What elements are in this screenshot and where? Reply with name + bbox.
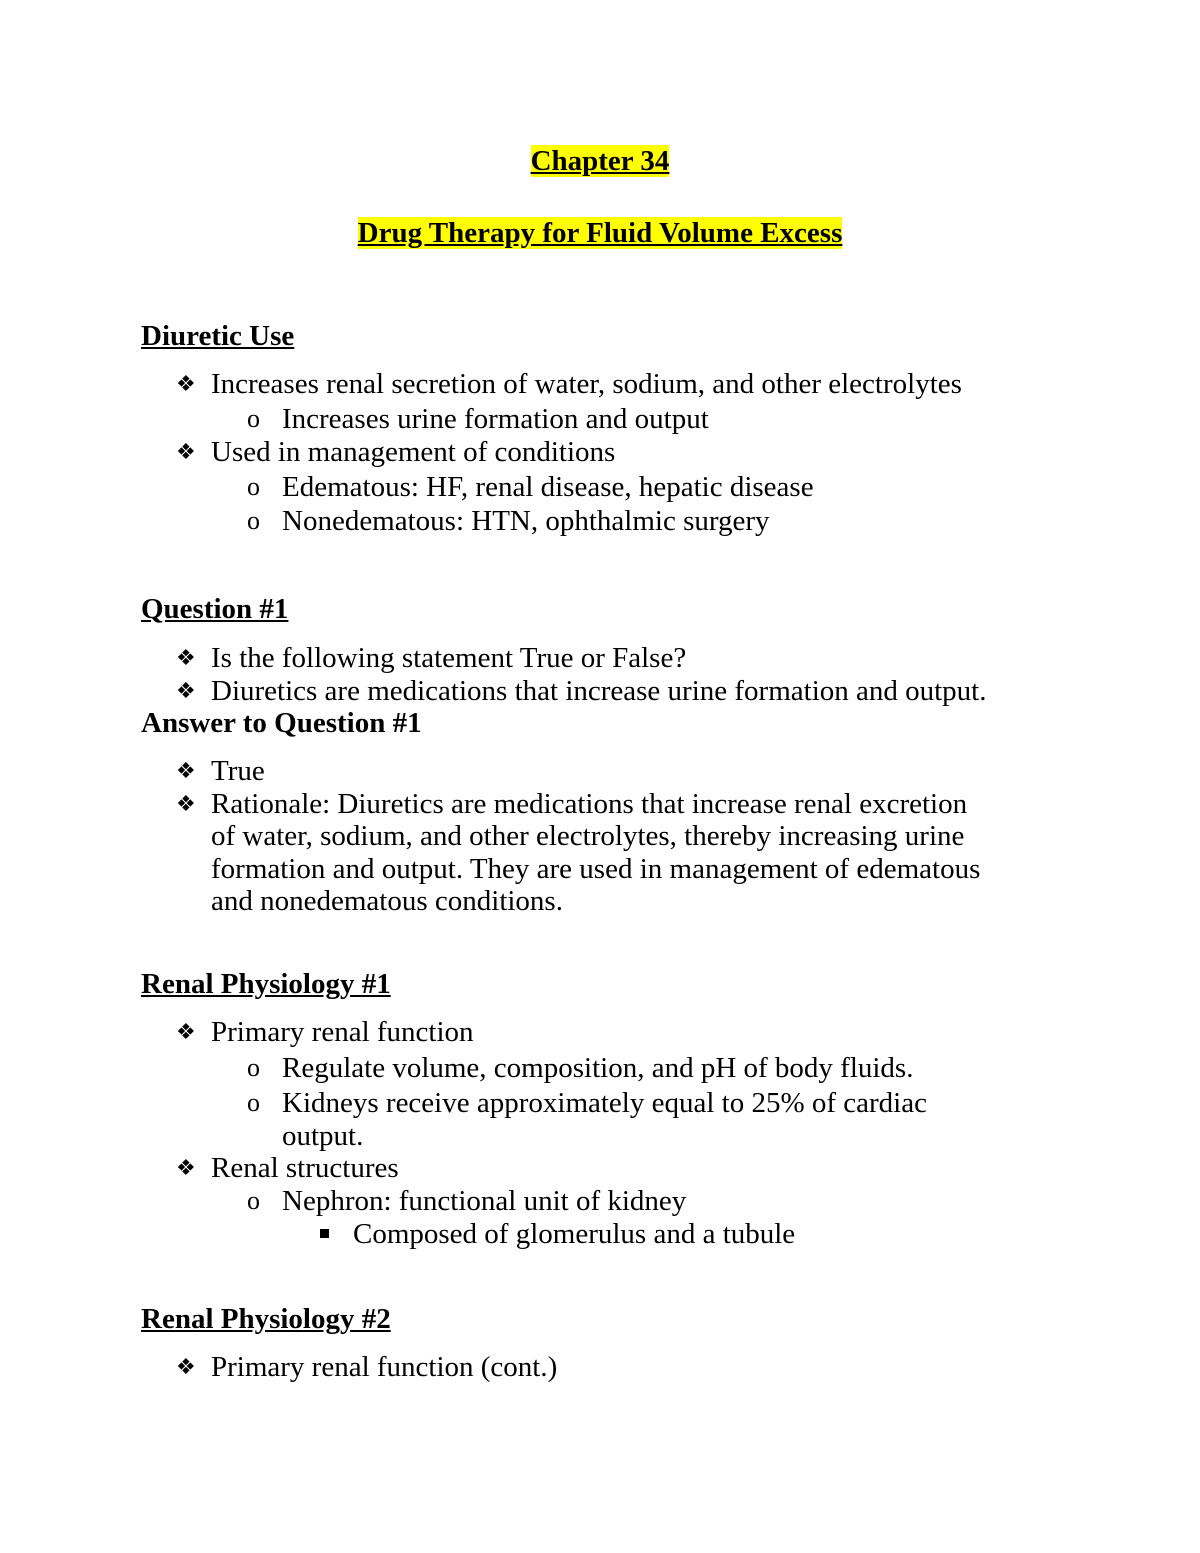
circle-bullet-icon: o (247, 472, 260, 501)
list-item: Nonedematous: HTN, ophthalmic surgery (282, 505, 770, 537)
list-item-continuation: formation and output. They are used in management of edematous (211, 853, 981, 885)
diamond-bullet-icon: ❖ (176, 1155, 196, 1180)
list-item: Increases renal secretion of water, sodium, and other electrolytes (211, 368, 962, 400)
list-item: Rationale: Diuretics are medications that increase renal excretion (211, 788, 968, 820)
list-item: Regulate volume, composition, and pH of body fluids. (282, 1052, 914, 1084)
circle-bullet-icon: o (247, 506, 260, 535)
list-item: Edematous: HF, renal disease, hepatic disease (282, 471, 814, 503)
diamond-bullet-icon: ❖ (176, 439, 196, 464)
list-item: Nephron: functional unit of kidney (282, 1185, 687, 1217)
document-title-text: Drug Therapy for Fluid Volume Excess (357, 217, 843, 249)
list-item-continuation: output. (282, 1120, 364, 1152)
diamond-bullet-icon: ❖ (176, 678, 196, 703)
section-heading-question-1: Question #1 (141, 593, 289, 625)
list-item-continuation: and nonedematous conditions. (211, 885, 563, 917)
chapter-title-text: Chapter 34 (530, 145, 670, 177)
list-item-continuation: of water, sodium, and other electrolytes, thereby increasing urine (211, 820, 965, 852)
circle-bullet-icon: o (247, 1053, 260, 1082)
section-heading-answer-1: Answer to Question #1 (141, 707, 422, 739)
list-item: True (211, 755, 265, 787)
document-title (0, 216, 1200, 250)
diamond-bullet-icon: ❖ (176, 1019, 196, 1044)
circle-bullet-icon: o (247, 1088, 260, 1117)
section-heading-diuretic-use: Diuretic Use (141, 320, 295, 352)
list-item: Composed of glomerulus and a tubule (353, 1218, 796, 1250)
list-item: Kidneys receive approximately equal to 25% of cardiac (282, 1087, 927, 1119)
list-item: Primary renal function (211, 1016, 474, 1048)
diamond-bullet-icon: ❖ (176, 758, 196, 783)
diamond-bullet-icon: ❖ (176, 645, 196, 670)
list-item: Is the following statement True or False? (211, 642, 687, 674)
list-item: Primary renal function (cont.) (211, 1351, 558, 1383)
chapter-title (0, 144, 1200, 178)
section-heading-renal-physiology-1: Renal Physiology #1 (141, 968, 391, 1000)
diamond-bullet-icon: ❖ (176, 791, 196, 816)
circle-bullet-icon: o (247, 404, 260, 433)
diamond-bullet-icon: ❖ (176, 371, 196, 396)
list-item: Diuretics are medications that increase urine formation and output. (211, 675, 987, 707)
diamond-bullet-icon: ❖ (176, 1354, 196, 1379)
section-heading-renal-physiology-2: Renal Physiology #2 (141, 1303, 391, 1335)
square-bullet-icon (320, 1229, 329, 1238)
list-item: Increases urine formation and output (282, 403, 709, 435)
list-item: Used in management of conditions (211, 436, 616, 468)
circle-bullet-icon: o (247, 1186, 260, 1215)
list-item: Renal structures (211, 1152, 399, 1184)
